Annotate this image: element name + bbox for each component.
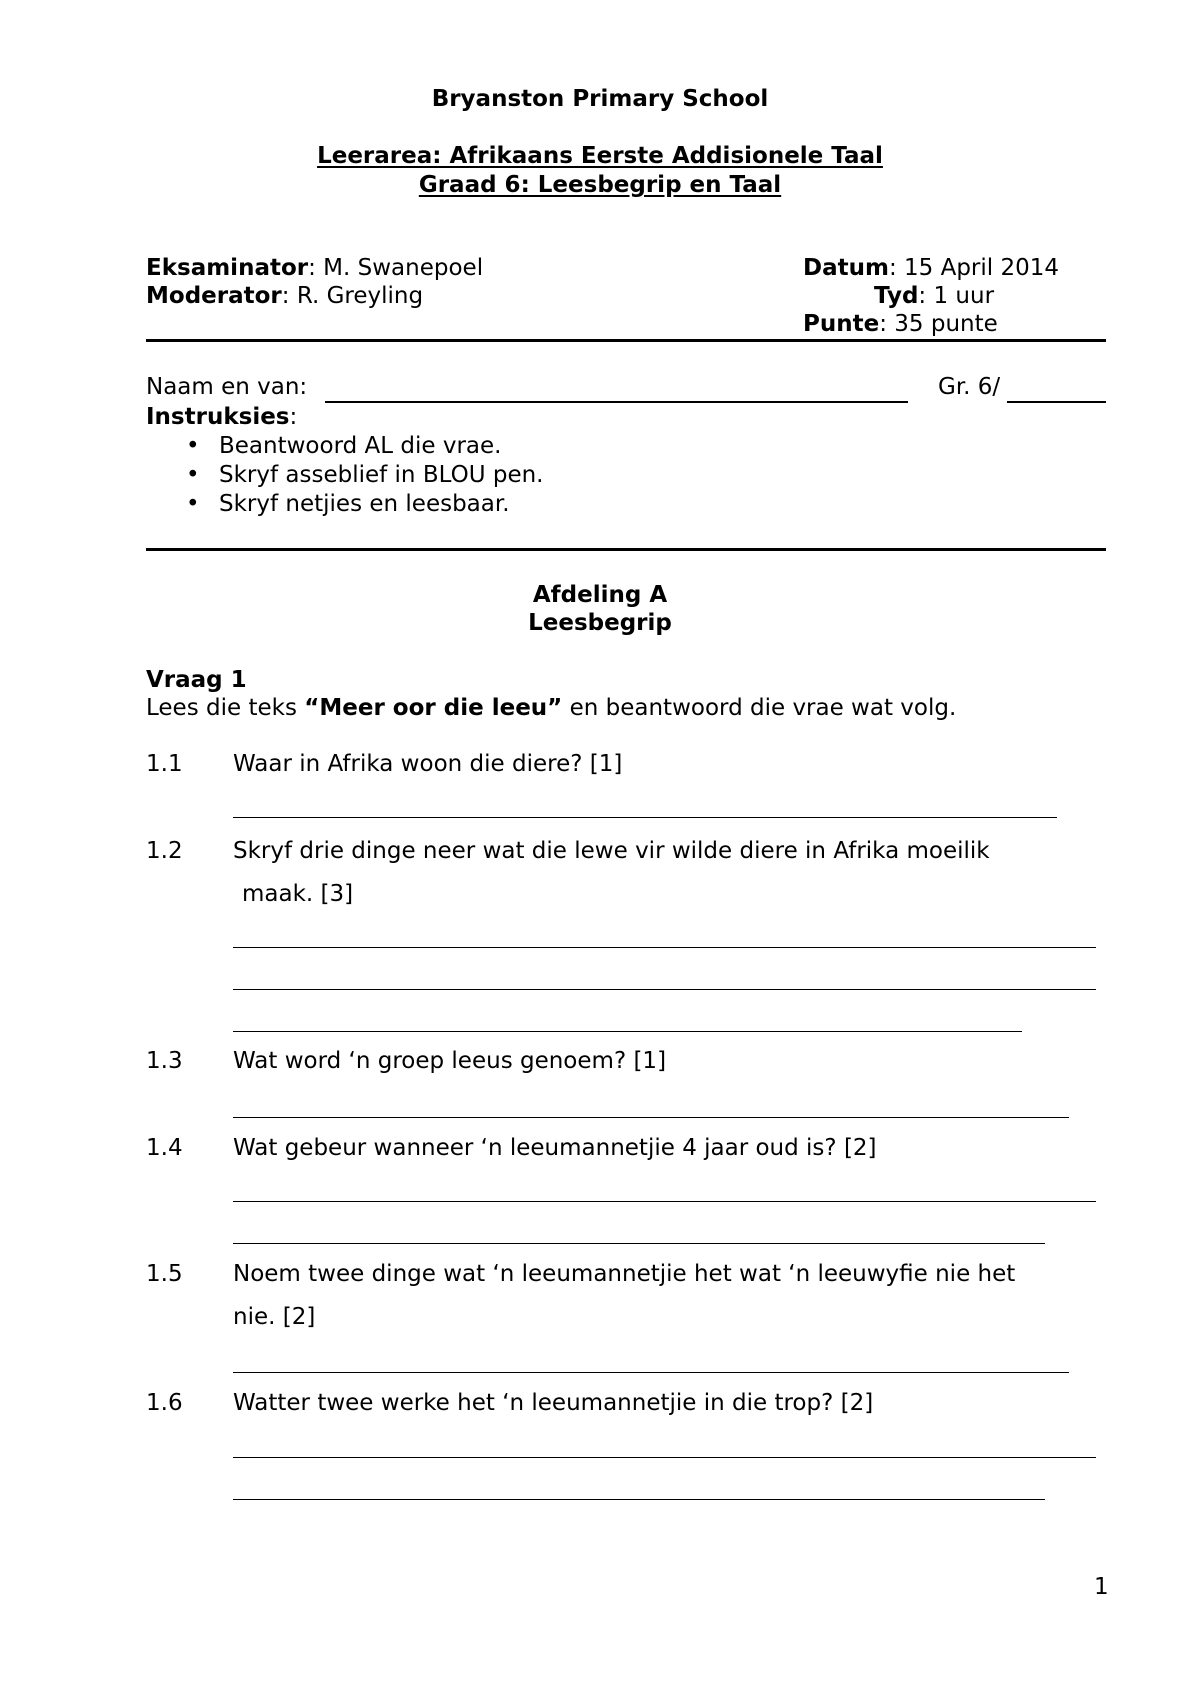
answer-line[interactable] — [233, 989, 1096, 990]
question-number: 1.1 — [146, 751, 183, 777]
question-text: Wat word ‘n groep leeus genoem? [1] — [233, 1048, 667, 1074]
question-text: Skryf drie dinge neer wat die lewe vir wilde diere in Afrika moeilik — [233, 838, 990, 864]
learning-area: Leerarea: Afrikaans Eerste Addisionele Taal — [317, 143, 883, 169]
marks-value: : 35 punte — [879, 311, 998, 337]
date-line — [803, 257, 1059, 280]
intro-after: en beantwoord die vrae wat volg. — [562, 695, 957, 721]
time-value: : 1 uur — [918, 283, 995, 309]
question-text-continued: maak. [3] — [242, 881, 354, 907]
time-label: Tyd — [874, 283, 919, 309]
question-intro — [146, 697, 956, 720]
moderator-line — [146, 285, 423, 308]
answer-line[interactable] — [233, 1117, 1069, 1118]
answer-line[interactable] — [233, 1372, 1069, 1373]
instructions-colon: : — [289, 404, 298, 430]
section-subtitle: Leesbegrip — [528, 610, 672, 636]
question-title: Vraag 1 — [146, 667, 247, 693]
intro-before: Lees die teks — [146, 695, 305, 721]
answer-line[interactable] — [233, 947, 1096, 948]
answer-line[interactable] — [233, 1499, 1045, 1500]
examiner-label: Eksaminator — [146, 255, 309, 281]
question-text: Watter twee werke het ‘n leeumannetjie in die trop? [2] — [233, 1390, 874, 1416]
header-divider — [146, 339, 1106, 342]
answer-line[interactable] — [233, 1457, 1096, 1458]
marks-line — [803, 313, 998, 336]
answer-line[interactable] — [233, 1243, 1045, 1244]
date-label: Datum — [803, 255, 889, 281]
question-text-continued: nie. [2] — [233, 1304, 316, 1330]
instruction-item: • Skryf asseblief in BLOU pen. — [219, 464, 543, 487]
examiner-line — [146, 257, 483, 280]
grade-subject: Graad 6: Leesbegrip en Taal — [418, 172, 782, 198]
marks-label: Punte — [803, 311, 880, 337]
intro-text-title: “Meer oor die leeu” — [304, 695, 563, 721]
answer-line[interactable] — [233, 1031, 1022, 1032]
instruction-item: • Beantwoord AL die vrae. — [219, 435, 501, 458]
answer-line[interactable] — [233, 817, 1057, 818]
moderator-label: Moderator — [146, 283, 282, 309]
question-number: 1.4 — [146, 1135, 183, 1161]
date-value: : 15 April 2014 — [888, 255, 1060, 281]
instruction-item: • Skryf netjies en leesbaar. — [219, 493, 510, 516]
section-title: Afdeling A — [532, 582, 668, 608]
question-number: 1.5 — [146, 1261, 183, 1287]
question-text: Wat gebeur wanneer ‘n leeumannetjie 4 jaar oud is? [2] — [233, 1135, 877, 1161]
question-number: 1.2 — [146, 838, 183, 864]
page-number: 1 — [1094, 1574, 1109, 1600]
instructions-divider — [146, 548, 1106, 551]
answer-line[interactable] — [233, 1201, 1096, 1202]
instructions-heading — [146, 406, 297, 429]
question-text: Waar in Afrika woon die diere? [1] — [233, 751, 623, 777]
question-number: 1.3 — [146, 1048, 183, 1074]
name-label: Naam en van: — [146, 374, 308, 400]
class-input-line[interactable] — [1007, 401, 1106, 403]
examiner-value: : M. Swanepoel — [308, 255, 484, 281]
name-input-line[interactable] — [325, 401, 908, 403]
question-number: 1.6 — [146, 1390, 183, 1416]
instructions-title: Instruksies — [146, 404, 290, 430]
school-name: Bryanston Primary School — [431, 86, 769, 112]
question-text: Noem twee dinge wat ‘n leeumannetjie het wat ‘n leeuwyfie nie het — [233, 1261, 1016, 1287]
moderator-value: : R. Greyling — [281, 283, 424, 309]
time-line — [874, 285, 994, 308]
grade-label: Gr. 6/ — [938, 374, 1001, 400]
